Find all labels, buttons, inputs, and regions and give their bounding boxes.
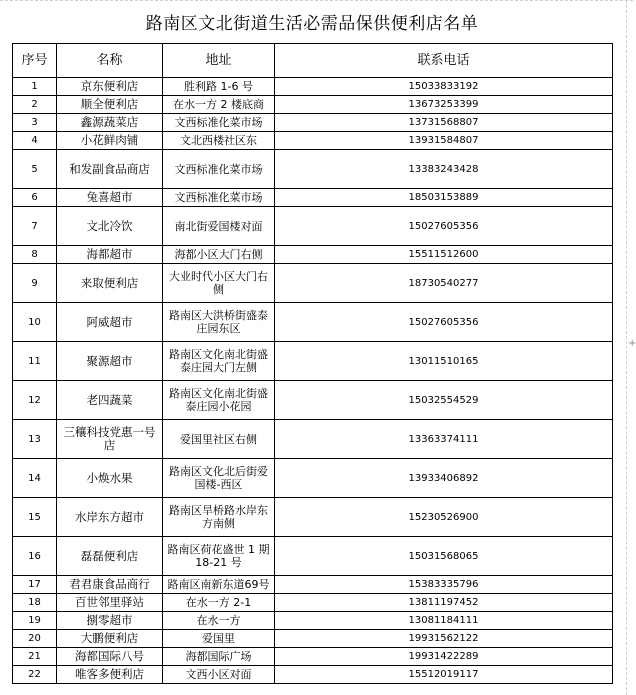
document-title: 路南区文北街道生活必需品保供便利店名单 bbox=[145, 14, 479, 34]
table-row bbox=[13, 576, 613, 594]
row-name: 来取便利店 bbox=[57, 264, 163, 303]
row-phone: 15031568065 bbox=[275, 537, 613, 576]
row-phone: 13673253399 bbox=[275, 96, 613, 114]
row-name: 老四蔬菜 bbox=[57, 381, 163, 420]
table-row bbox=[13, 612, 613, 630]
row-phone: 18503153889 bbox=[275, 189, 613, 207]
table-row bbox=[13, 498, 613, 537]
table-row bbox=[13, 264, 613, 303]
row-index: 11 bbox=[13, 342, 57, 381]
row-phone: 15511512600 bbox=[275, 246, 613, 264]
table-row bbox=[13, 114, 613, 132]
row-phone: 15032554529 bbox=[275, 381, 613, 420]
table-row bbox=[13, 342, 613, 381]
table-row bbox=[13, 78, 613, 96]
header-name: 名称 bbox=[57, 44, 163, 78]
row-address: 爱国里社区右侧 bbox=[163, 420, 275, 459]
row-name: 阿威超市 bbox=[57, 303, 163, 342]
row-phone: 13731568807 bbox=[275, 114, 613, 132]
row-phone: 18730540277 bbox=[275, 264, 613, 303]
table-row bbox=[13, 666, 613, 684]
row-index: 4 bbox=[13, 132, 57, 150]
row-name: 聚源超市 bbox=[57, 342, 163, 381]
store-list-table bbox=[12, 43, 613, 684]
row-name: 捌零超市 bbox=[57, 612, 163, 630]
row-index: 21 bbox=[13, 648, 57, 666]
row-phone: 15027605356 bbox=[275, 207, 613, 246]
page-top-border bbox=[0, 0, 633, 3]
row-address: 路南区大洪桥街盛泰庄园东区 bbox=[163, 303, 275, 342]
row-phone: 13933406892 bbox=[275, 459, 613, 498]
row-phone: 15512019117 bbox=[275, 666, 613, 684]
row-phone: 13081184111 bbox=[275, 612, 613, 630]
table-row bbox=[13, 420, 613, 459]
row-phone: 15033833192 bbox=[275, 78, 613, 96]
table-row bbox=[13, 132, 613, 150]
row-phone: 13363374111 bbox=[275, 420, 613, 459]
row-address: 爱国里 bbox=[163, 630, 275, 648]
header-address: 地址 bbox=[163, 44, 275, 78]
row-address: 在水一方 2 楼底商 bbox=[163, 96, 275, 114]
row-address: 大业时代小区大门右侧 bbox=[163, 264, 275, 303]
row-address: 路南区文化南北街盛泰庄园大门左侧 bbox=[163, 342, 275, 381]
row-phone: 13383243428 bbox=[275, 150, 613, 189]
table-row bbox=[13, 648, 613, 666]
header-index: 序号 bbox=[13, 44, 57, 78]
row-address: 文西标准化菜市场 bbox=[163, 189, 275, 207]
row-phone: 15027605356 bbox=[275, 303, 613, 342]
row-phone: 13931584807 bbox=[275, 132, 613, 150]
table-row bbox=[13, 594, 613, 612]
table-row bbox=[13, 459, 613, 498]
row-address: 在水一方 bbox=[163, 612, 275, 630]
table-body bbox=[13, 78, 613, 684]
row-index: 5 bbox=[13, 150, 57, 189]
row-phone: 13811197452 bbox=[275, 594, 613, 612]
row-name: 鑫源蔬菜店 bbox=[57, 114, 163, 132]
row-address: 路南区南新东道69号 bbox=[163, 576, 275, 594]
row-index: 18 bbox=[13, 594, 57, 612]
row-address: 文北西楼社区东 bbox=[163, 132, 275, 150]
row-index: 20 bbox=[13, 630, 57, 648]
row-name: 小焕水果 bbox=[57, 459, 163, 498]
table-row bbox=[13, 303, 613, 342]
row-name: 海都国际八号 bbox=[57, 648, 163, 666]
row-name: 文北冷饮 bbox=[57, 207, 163, 246]
row-name: 百世邻里驿站 bbox=[57, 594, 163, 612]
row-index: 16 bbox=[13, 537, 57, 576]
row-index: 8 bbox=[13, 246, 57, 264]
row-name: 兔喜超市 bbox=[57, 189, 163, 207]
row-index: 6 bbox=[13, 189, 57, 207]
header-phone: 联系电话 bbox=[275, 44, 613, 78]
table-row bbox=[13, 630, 613, 648]
row-index: 9 bbox=[13, 264, 57, 303]
expand-marker[interactable]: + bbox=[628, 338, 636, 349]
row-index: 3 bbox=[13, 114, 57, 132]
header-row bbox=[13, 44, 613, 78]
row-address: 文西小区对面 bbox=[163, 666, 275, 684]
row-index: 13 bbox=[13, 420, 57, 459]
row-index: 7 bbox=[13, 207, 57, 246]
row-phone: 19931562122 bbox=[275, 630, 613, 648]
row-name: 和发副食品商店 bbox=[57, 150, 163, 189]
row-name: 水岸东方超市 bbox=[57, 498, 163, 537]
row-index: 14 bbox=[13, 459, 57, 498]
table-row bbox=[13, 96, 613, 114]
row-address: 文西标准化菜市场 bbox=[163, 150, 275, 189]
row-name: 磊磊便利店 bbox=[57, 537, 163, 576]
row-index: 22 bbox=[13, 666, 57, 684]
row-name: 大鹏便利店 bbox=[57, 630, 163, 648]
table-row bbox=[13, 246, 613, 264]
row-index: 12 bbox=[13, 381, 57, 420]
row-index: 2 bbox=[13, 96, 57, 114]
row-phone: 13011510165 bbox=[275, 342, 613, 381]
row-name: 海都超市 bbox=[57, 246, 163, 264]
table-row bbox=[13, 537, 613, 576]
row-address: 路南区文化南北街盛泰庄园小花园 bbox=[163, 381, 275, 420]
row-address: 胜利路 1-6 号 bbox=[163, 78, 275, 96]
row-address: 在水一方 2-1 bbox=[163, 594, 275, 612]
row-address: 海都国际广场 bbox=[163, 648, 275, 666]
row-name: 京东便利店 bbox=[57, 78, 163, 96]
row-phone: 15230526900 bbox=[275, 498, 613, 537]
row-index: 15 bbox=[13, 498, 57, 537]
row-name: 君君康食品商行 bbox=[57, 576, 163, 594]
table-row bbox=[13, 189, 613, 207]
row-index: 1 bbox=[13, 78, 57, 96]
row-name: 唯客多便利店 bbox=[57, 666, 163, 684]
row-name: 小花鲜肉铺 bbox=[57, 132, 163, 150]
row-address: 路南区荷花盛世 1 期 18-21 号 bbox=[163, 537, 275, 576]
row-address: 海都小区大门右侧 bbox=[163, 246, 275, 264]
page-right-border bbox=[626, 0, 627, 695]
row-address: 文西标准化菜市场 bbox=[163, 114, 275, 132]
row-index: 19 bbox=[13, 612, 57, 630]
row-phone: 19931422289 bbox=[275, 648, 613, 666]
row-address: 南北街爱国楼对面 bbox=[163, 207, 275, 246]
table-row bbox=[13, 381, 613, 420]
row-name: 顺全便利店 bbox=[57, 96, 163, 114]
row-index: 10 bbox=[13, 303, 57, 342]
row-name: 三穰科技党惠一号店 bbox=[57, 420, 163, 459]
row-phone: 15383335796 bbox=[275, 576, 613, 594]
table-row bbox=[13, 150, 613, 189]
table-row bbox=[13, 207, 613, 246]
row-address: 路南区旱桥路水岸东方南侧 bbox=[163, 498, 275, 537]
row-address: 路南区文化北后街爱国楼-西区 bbox=[163, 459, 275, 498]
row-index: 17 bbox=[13, 576, 57, 594]
